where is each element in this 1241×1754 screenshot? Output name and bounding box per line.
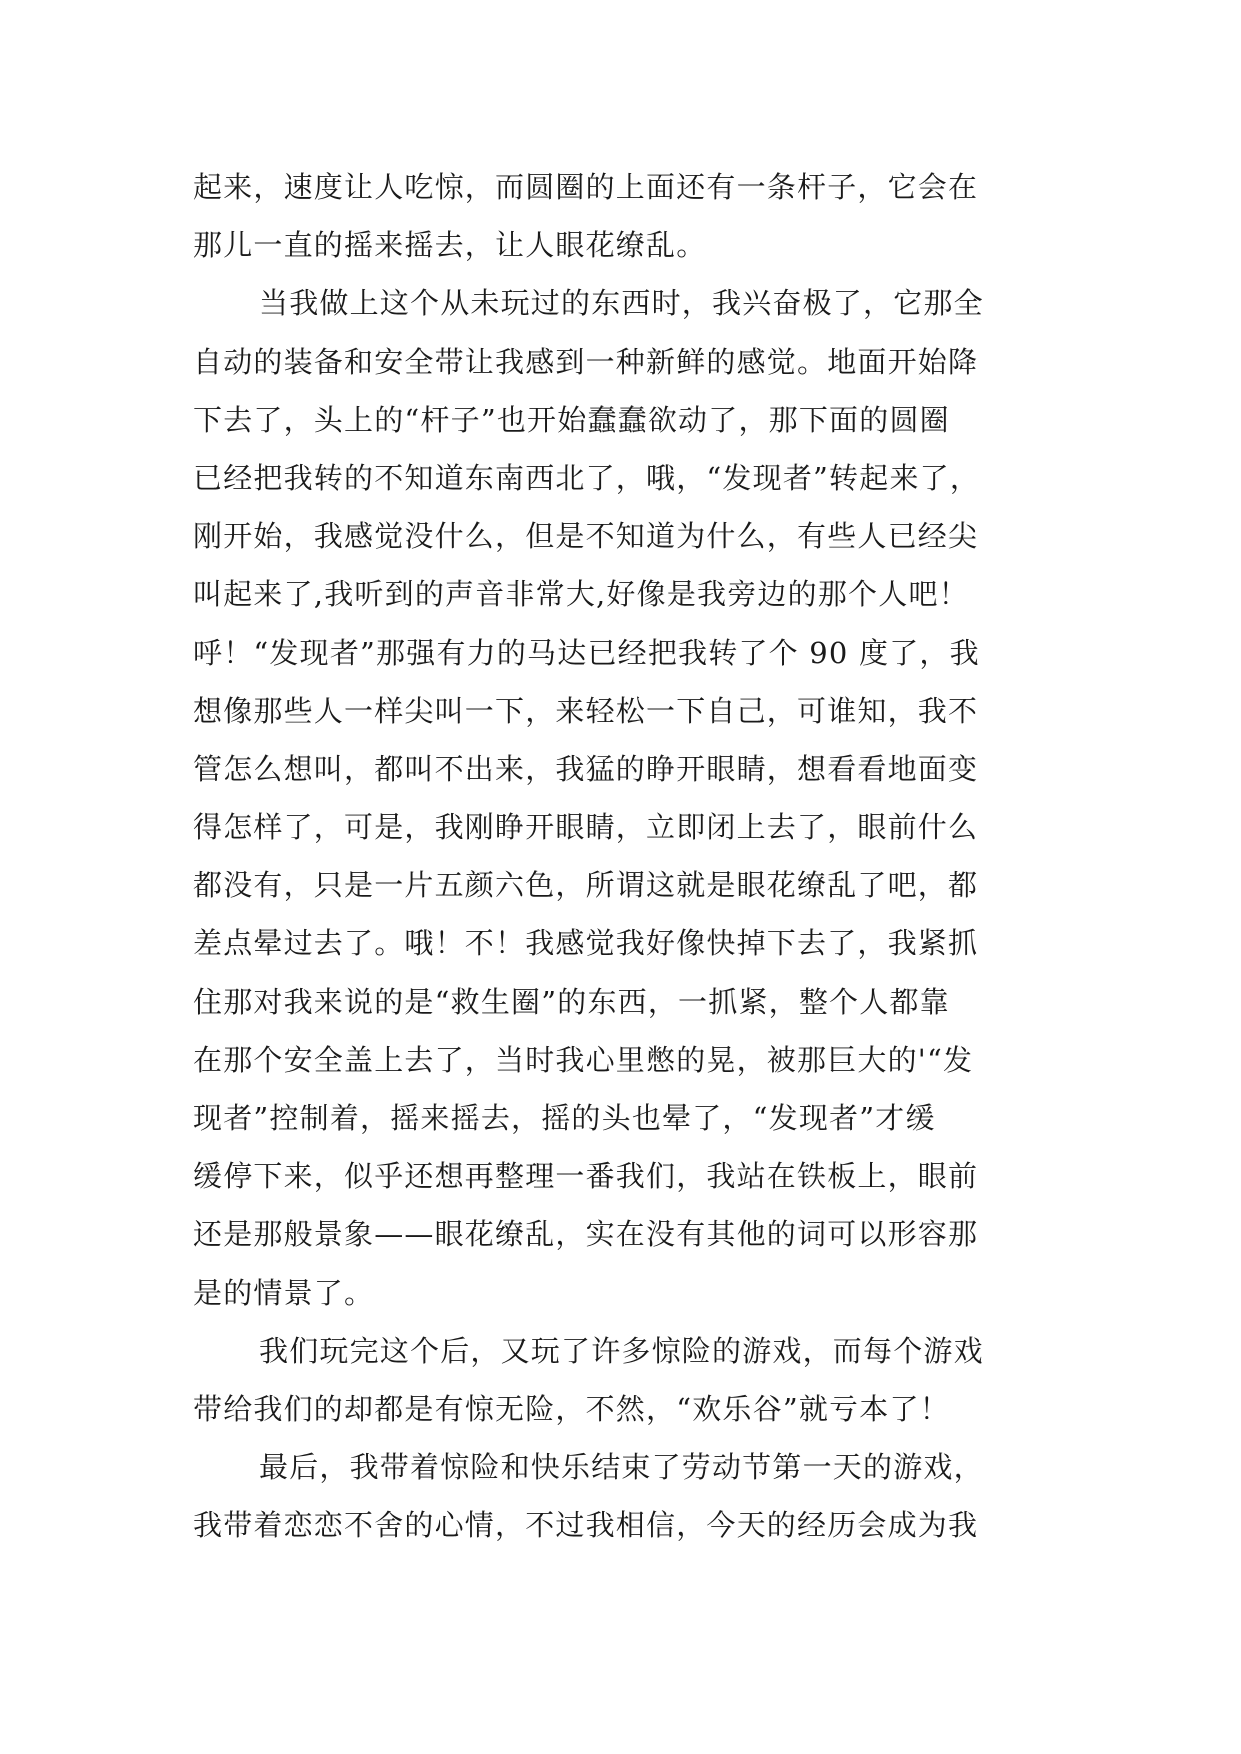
- text-line: 下去了，头上的“杆子”也开始蠢蠢欲动了，那下面的圆圈: [193, 402, 950, 437]
- text-line: 自动的装备和安全带让我感到一种新鲜的感觉。地面开始降: [193, 344, 979, 379]
- text-line: 想像那些人一样尖叫一下，来轻松一下自己，可谁知，我不: [193, 693, 979, 728]
- text-line: 是的情景了。: [193, 1275, 375, 1310]
- text-line: 那儿一直的摇来摇去，让人眼花缭乱。: [193, 228, 707, 263]
- text-line: 带给我们的却都是有惊无险，不然，“欢乐谷”就亏本了！: [193, 1391, 950, 1426]
- text-line: 管怎么想叫，都叫不出来，我猛的睁开眼睛，想看看地面变: [193, 751, 979, 786]
- text-line: 我们玩完这个后，又玩了许多惊险的游戏，而每个游戏: [259, 1333, 984, 1368]
- text-line: 现者”控制着，摇来摇去，摇的头也晕了，“发现者”才缓: [193, 1101, 936, 1135]
- text-line: 在那个安全盖上去了，当时我心里憋的晃，被那巨大的'“发: [193, 1042, 974, 1077]
- text-line: 我带着恋恋不舍的心情，不过我相信，今天的经历会成为我: [193, 1508, 979, 1543]
- body-text: [193, 158, 1063, 1555]
- text-line: 得怎样了，可是，我刚睁开眼睛，立即闭上去了，眼前什么: [193, 810, 979, 845]
- text-line: 还是那般景象——眼花缭乱，实在没有其他的词可以形容那: [193, 1217, 979, 1252]
- text-line: 差点晕过去了。哦！不！我感觉我好像快掉下去了，我紧抓: [193, 926, 979, 961]
- text-line: 当我做上这个从未玩过的东西时，我兴奋极了，它那全: [259, 286, 984, 321]
- text-line: 最后，我带着惊险和快乐结束了劳动节第一天的游戏，: [259, 1450, 984, 1485]
- text-line: 叫起来了,我听到的声音非常大,好像是我旁边的那个人吧！: [193, 577, 969, 612]
- text-line: 起来，速度让人吃惊，而圆圈的上面还有一条杆子，它会在: [193, 170, 979, 204]
- text-line: 住那对我来说的是“救生圈”的东西，一抓紧，整个人都靠: [193, 984, 950, 1019]
- text-line: 缓停下来，似乎还想再整理一番我们，我站在铁板上，眼前: [193, 1159, 979, 1194]
- text-line: 刚开始，我感觉没什么，但是不知道为什么，有些人已经尖: [193, 519, 979, 554]
- text-line: 都没有，只是一片五颜六色，所谓这就是眼花缭乱了吧，都: [193, 868, 979, 903]
- text-line: 呼！“发现者”那强有力的马达已经把我转了个 90 度了，我: [193, 635, 980, 670]
- text-line: 已经把我转的不知道东南西北了，哦，“发现者”转起来了，: [193, 460, 981, 495]
